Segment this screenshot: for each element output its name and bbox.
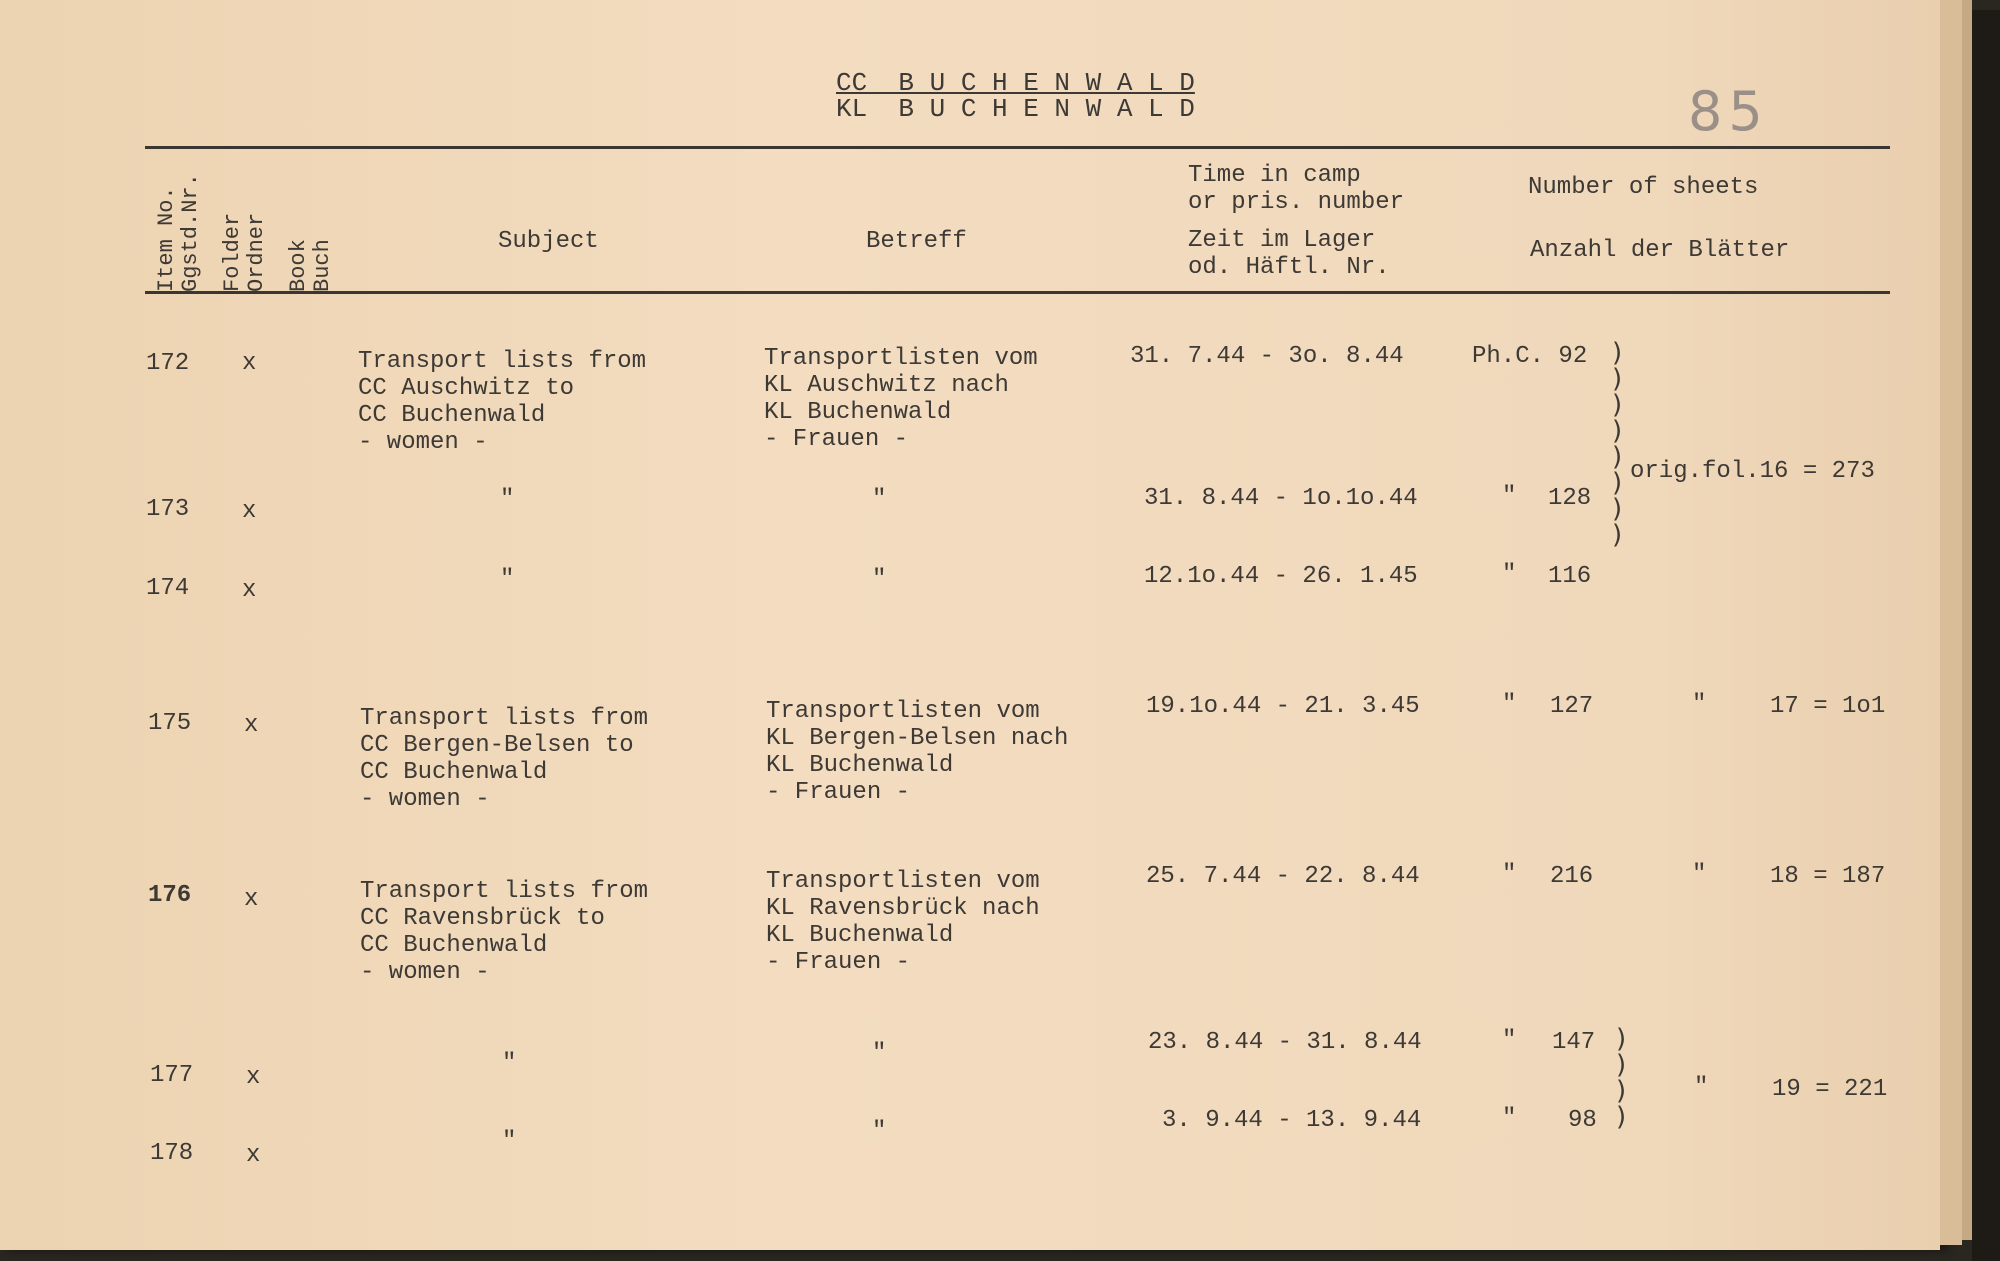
row-176-subject-3: CC Buchenwald bbox=[360, 932, 548, 959]
row-178-sheets: 98 bbox=[1568, 1107, 1597, 1134]
row-176-sheets-ditto: " bbox=[1502, 861, 1517, 888]
row-172-subject-1: Transport lists from bbox=[358, 348, 647, 375]
group-2-ditto: " bbox=[1694, 1074, 1709, 1101]
row-172-subject-3: CC Buchenwald bbox=[358, 402, 546, 429]
row-175-subject-4: - women - bbox=[360, 786, 490, 813]
row-175-betreff-1: Transportlisten vom bbox=[766, 698, 1040, 725]
row-176-time: 25. 7.44 - 22. 8.44 bbox=[1146, 863, 1420, 890]
row-175-total-ditto: " bbox=[1692, 691, 1707, 718]
row-174-sheets: 116 bbox=[1548, 563, 1592, 590]
row-176-total-ditto: " bbox=[1692, 861, 1707, 888]
row-174-folder: x bbox=[242, 577, 257, 604]
row-178-subject-ditto: " bbox=[502, 1128, 517, 1155]
group-1-brace: ) ) ) ) ) ) ) ) bbox=[1612, 338, 1623, 550]
col-book-en: Book bbox=[286, 239, 311, 292]
row-175-total: 17 = 1o1 bbox=[1770, 693, 1886, 720]
row-172-folder: x bbox=[242, 350, 257, 377]
row-172-sheets: Ph.C. 92 bbox=[1472, 343, 1588, 370]
row-175-sheets-ditto: " bbox=[1502, 691, 1517, 718]
col-book-de: Buch bbox=[310, 239, 335, 292]
group-2-brace: ) ) ) ) bbox=[1616, 1024, 1627, 1132]
group-2-total: 19 = 221 bbox=[1772, 1076, 1888, 1103]
col-sheets-en: Number of sheets bbox=[1528, 174, 1759, 201]
row-173-sheets-ditto: " bbox=[1502, 483, 1517, 510]
row-173-betreff-ditto: " bbox=[872, 486, 887, 513]
row-176-total: 18 = 187 bbox=[1770, 863, 1886, 890]
row-175-folder: x bbox=[244, 712, 259, 739]
row-176-betreff-2: KL Ravensbrück nach bbox=[766, 895, 1040, 922]
row-173-time: 31. 8.44 - 1o.1o.44 bbox=[1144, 485, 1418, 512]
row-177-folder: x bbox=[246, 1064, 261, 1091]
row-172-betreff-1: Transportlisten vom bbox=[764, 345, 1038, 372]
row-175-betreff-2: KL Bergen-Belsen nach bbox=[766, 725, 1069, 752]
row-176-betreff-3: KL Buchenwald bbox=[766, 922, 954, 949]
col-item-no-de: Ggstd.Nr. bbox=[178, 173, 203, 292]
row-172-subject-2: CC Auschwitz to bbox=[358, 375, 575, 402]
row-176-item: 176 bbox=[148, 882, 192, 909]
row-177-sheets-ditto: " bbox=[1502, 1027, 1517, 1054]
row-178-betreff-ditto: " bbox=[872, 1118, 887, 1145]
row-172-betreff-3: KL Buchenwald bbox=[764, 399, 952, 426]
col-item-no-en: Item No. bbox=[154, 186, 179, 292]
row-175-subject-2: CC Bergen-Belsen to bbox=[360, 732, 634, 759]
row-174-sheets-ditto: " bbox=[1502, 561, 1517, 588]
row-173-sheets: 128 bbox=[1548, 485, 1592, 512]
row-172-subject-4: - women - bbox=[358, 429, 488, 456]
row-178-item: 178 bbox=[150, 1140, 194, 1167]
col-time-en-2: or pris. number bbox=[1188, 189, 1405, 216]
row-177-betreff-ditto: " bbox=[872, 1040, 887, 1067]
col-sheets-de: Anzahl der Blätter bbox=[1530, 237, 1790, 264]
row-174-betreff-ditto: " bbox=[872, 566, 887, 593]
row-178-sheets-ditto: " bbox=[1502, 1105, 1517, 1132]
row-175-subject-1: Transport lists from bbox=[360, 705, 649, 732]
row-178-folder: x bbox=[246, 1142, 261, 1169]
row-173-folder: x bbox=[242, 498, 257, 525]
row-176-subject-1: Transport lists from bbox=[360, 878, 649, 905]
row-173-item: 173 bbox=[146, 496, 190, 523]
row-176-betreff-4: - Frauen - bbox=[766, 949, 911, 976]
row-176-betreff-1: Transportlisten vom bbox=[766, 868, 1040, 895]
row-172-time: 31. 7.44 - 3o. 8.44 bbox=[1130, 343, 1404, 370]
row-174-subject-ditto: " bbox=[500, 566, 515, 593]
col-time-de-2: od. Häftl. Nr. bbox=[1188, 254, 1390, 281]
row-175-sheets: 127 bbox=[1550, 693, 1594, 720]
col-subject: Subject bbox=[498, 228, 599, 255]
row-177-subject-ditto: " bbox=[502, 1050, 517, 1077]
row-177-item: 177 bbox=[150, 1062, 194, 1089]
row-175-time: 19.1o.44 - 21. 3.45 bbox=[1146, 693, 1420, 720]
header-title-kl: KL B U C H E N W A L D bbox=[836, 94, 1195, 124]
row-177-sheets: 147 bbox=[1552, 1029, 1596, 1056]
row-172-item: 172 bbox=[146, 350, 190, 377]
page-number-stamp: 85 bbox=[1688, 80, 1769, 143]
page-stack-edge-inner bbox=[1962, 0, 1972, 1240]
row-175-betreff-3: KL Buchenwald bbox=[766, 752, 954, 779]
col-folder-de: Ordner bbox=[244, 212, 269, 292]
row-176-subject-2: CC Ravensbrück to bbox=[360, 905, 605, 932]
group-1-total: orig.fol.16 = 273 bbox=[1630, 458, 1875, 485]
header-top-rule bbox=[145, 146, 1890, 149]
row-174-item: 174 bbox=[146, 575, 190, 602]
row-178-time: 3. 9.44 - 13. 9.44 bbox=[1162, 1107, 1422, 1134]
row-176-folder: x bbox=[244, 886, 259, 913]
row-174-time: 12.1o.44 - 26. 1.45 bbox=[1144, 563, 1418, 590]
book-binding-shadow bbox=[1972, 10, 2000, 1261]
row-172-betreff-2: KL Auschwitz nach bbox=[764, 372, 1009, 399]
row-175-item: 175 bbox=[148, 710, 192, 737]
col-folder-en: Folder bbox=[220, 212, 245, 292]
row-176-sheets: 216 bbox=[1550, 863, 1594, 890]
header-title-cc: CC B U C H E N W A L D bbox=[836, 68, 1195, 98]
row-176-subject-4: - women - bbox=[360, 959, 490, 986]
row-175-betreff-4: - Frauen - bbox=[766, 779, 911, 806]
row-172-betreff-4: - Frauen - bbox=[764, 426, 909, 453]
row-175-subject-3: CC Buchenwald bbox=[360, 759, 548, 786]
col-betreff: Betreff bbox=[866, 228, 967, 255]
row-177-time: 23. 8.44 - 31. 8.44 bbox=[1148, 1029, 1422, 1056]
page-stack-edge bbox=[1940, 0, 1962, 1245]
row-173-subject-ditto: " bbox=[500, 486, 515, 513]
col-time-de-1: Zeit im Lager bbox=[1188, 227, 1376, 254]
header-bottom-rule bbox=[145, 291, 1890, 294]
col-time-en-1: Time in camp bbox=[1188, 162, 1361, 189]
